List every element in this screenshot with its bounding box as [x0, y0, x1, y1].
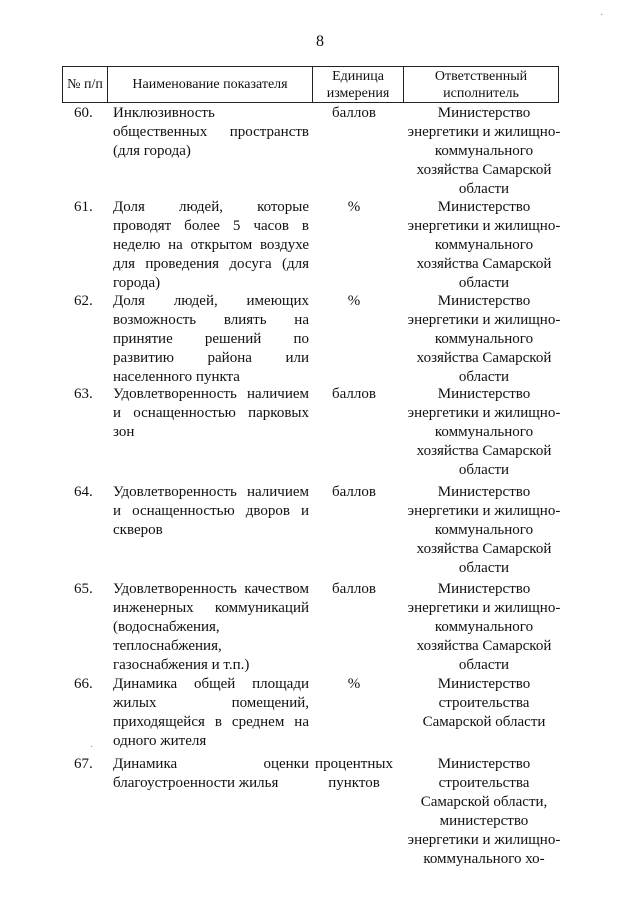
row-responsible: Министерство энергетики и жилищно-коммунального хозяйства Самарской области: [407, 293, 561, 385]
header-unit: Единица измерения: [313, 67, 404, 103]
row-indicator-name: Динамика оценки благоустроенности жилья: [113, 756, 309, 791]
scan-speck-mark: ·: [600, 10, 604, 21]
row-indicator-name: Удовлетворенность качеством инженерных коммуникаций (водоснабжения, теплоснабжения, газоснабжения и т.п.): [113, 581, 309, 673]
row-responsible: Министерство строительства Самарской области: [422, 676, 546, 730]
scan-speck-mark: ·: [90, 742, 94, 753]
row-responsible: Министерство энергетики и жилищно-коммунального хозяйства Самарской области: [407, 386, 561, 478]
row-unit: %: [347, 199, 361, 215]
page-number: 8: [316, 33, 324, 50]
row-indicator-name: Динамика общей площади жилых помещений, приходящейся в среднем на одного жителя: [113, 676, 309, 749]
row-number: 60.: [74, 105, 93, 121]
row-responsible: Министерство энергетики и жилищно-коммунального хозяйства Самарской области: [407, 484, 561, 576]
header-name: Наименование показателя: [108, 67, 313, 103]
row-number: 62.: [74, 293, 93, 309]
row-number: 65.: [74, 581, 93, 597]
row-indicator-name: Доля людей, имеющих возможность влиять на принятие решений по развитию района или населенного пункта: [113, 293, 309, 385]
row-number: 64.: [74, 484, 93, 500]
header-num: № п/п: [63, 67, 108, 103]
row-indicator-name: Удовлетворенность наличием и оснащенностью дворов и скверов: [113, 484, 309, 538]
row-unit: баллов: [332, 105, 376, 121]
row-unit: процентных пунктов: [315, 756, 393, 791]
row-unit: баллов: [332, 386, 376, 402]
row-unit: %: [347, 676, 361, 692]
row-number: 61.: [74, 199, 93, 215]
table-header: [62, 66, 559, 103]
row-responsible: Министерство энергетики и жилищно-коммунального хозяйства Самарской области: [407, 105, 561, 197]
row-number: 67.: [74, 756, 93, 772]
row-indicator-name: Инклюзивность общественных пространств (для города): [113, 105, 309, 159]
row-unit: баллов: [332, 484, 376, 500]
row-indicator-name: Доля людей, которые проводят более 5 часов в неделю на открытом воздухе для проведения досуга (для города): [113, 199, 309, 291]
row-responsible: Министерство строительства Самарской области, министерство энергетики и жилищно-коммунального хо-: [407, 756, 561, 867]
row-unit: баллов: [332, 581, 376, 597]
row-responsible: Министерство энергетики и жилищно-коммунального хозяйства Самарской области: [407, 199, 561, 291]
row-unit: %: [347, 293, 361, 309]
header-responsible: Ответственный исполнитель: [404, 67, 559, 103]
row-number: 66.: [74, 676, 93, 692]
row-indicator-name: Удовлетворенность наличием и оснащенностью парковых зон: [113, 386, 309, 440]
row-number: 63.: [74, 386, 93, 402]
row-responsible: Министерство энергетики и жилищно-коммунального хозяйства Самарской области: [407, 581, 561, 673]
